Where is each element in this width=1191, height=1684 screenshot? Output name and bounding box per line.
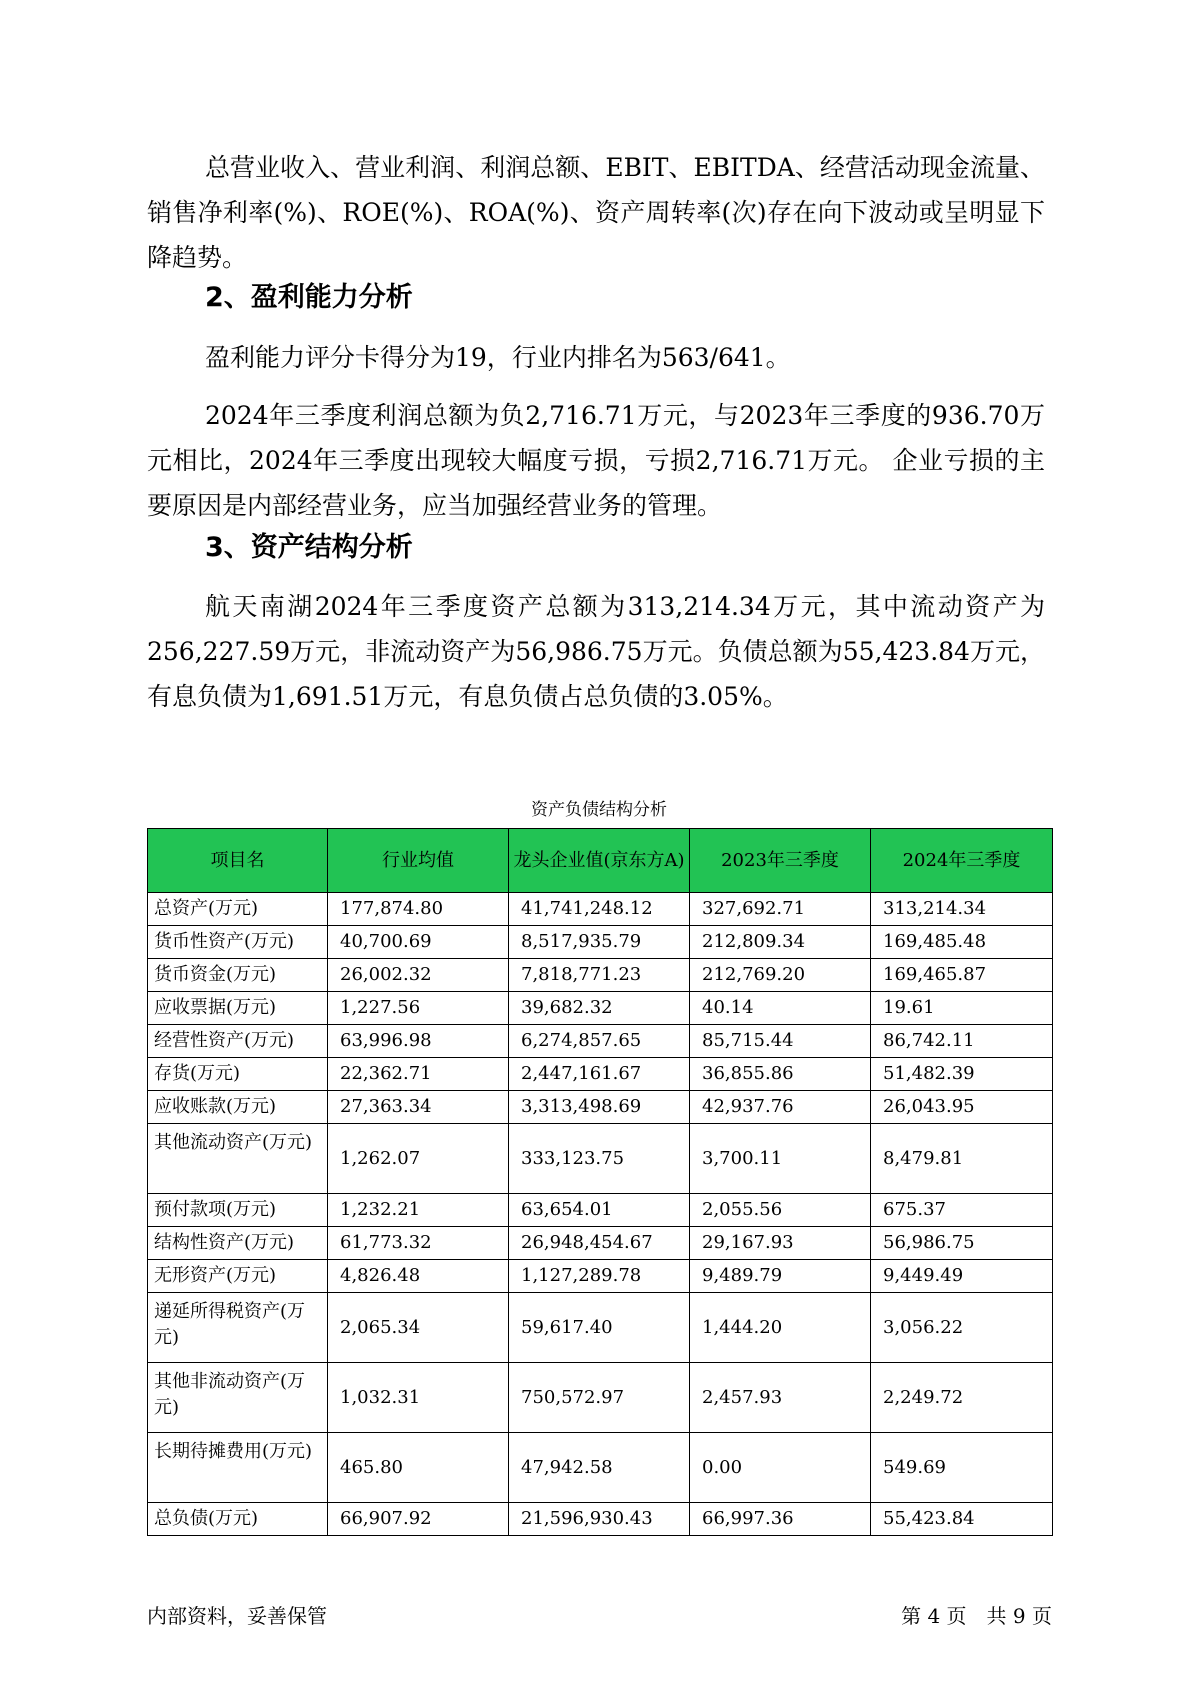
asset-detail-paragraph: 航天南湖2024年三季度资产总额为313,214.34万元，其中流动资产为256,227.59万元，非流动资产为56,986.75万元。负债总额为55,423.84万元，有息负债为1,691.51万元，有息负债占总负债的3.05%。: [147, 592, 1045, 711]
cell-2023q3: 40.14: [690, 992, 871, 1025]
cell-industry-avg: 1,232.21: [328, 1194, 509, 1227]
table-row: [148, 926, 1053, 959]
cell-2023q3: 2,457.93: [690, 1363, 871, 1433]
cell-leader: 1,127,289.78: [509, 1260, 690, 1293]
cell-2024q3: 19.61: [871, 992, 1053, 1025]
asset-structure-heading: 3、资产结构分析: [205, 532, 413, 563]
cell-industry-avg: 4,826.48: [328, 1260, 509, 1293]
table-row: [148, 1025, 1053, 1058]
table-row: [148, 1503, 1053, 1536]
cell-2024q3: 675.37: [871, 1194, 1053, 1227]
cell-2024q3: 51,482.39: [871, 1058, 1053, 1091]
cell-industry-avg: 177,874.80: [328, 893, 509, 926]
row-label: 总负债(万元): [148, 1503, 328, 1536]
cell-2024q3: 56,986.75: [871, 1227, 1053, 1260]
cell-industry-avg: 61,773.32: [328, 1227, 509, 1260]
cell-industry-avg: 27,363.34: [328, 1091, 509, 1124]
row-label: 货币资金(万元): [148, 959, 328, 992]
cell-2024q3: 86,742.11: [871, 1025, 1053, 1058]
cell-2024q3: 169,485.48: [871, 926, 1053, 959]
cell-leader: 2,447,161.67: [509, 1058, 690, 1091]
table-row: [148, 893, 1053, 926]
cell-leader: 8,517,935.79: [509, 926, 690, 959]
table-header-row: [148, 829, 1053, 893]
row-label: 应收票据(万元): [148, 992, 328, 1025]
row-label: 总资产(万元): [148, 893, 328, 926]
cell-2024q3: 9,449.49: [871, 1260, 1053, 1293]
cell-industry-avg: 1,227.56: [328, 992, 509, 1025]
cell-leader: 3,313,498.69: [509, 1091, 690, 1124]
row-label: 结构性资产(万元): [148, 1227, 328, 1260]
cell-leader: 333,123.75: [509, 1124, 690, 1194]
cell-2023q3: 29,167.93: [690, 1227, 871, 1260]
cell-industry-avg: 1,262.07: [328, 1124, 509, 1194]
row-label: 其他流动资产(万元): [148, 1124, 328, 1194]
cell-leader: 750,572.97: [509, 1363, 690, 1433]
table-row: [148, 1260, 1053, 1293]
table-row: [148, 1091, 1053, 1124]
cell-leader: 26,948,454.67: [509, 1227, 690, 1260]
table-row: [148, 992, 1053, 1025]
cell-2024q3: 55,423.84: [871, 1503, 1053, 1536]
profit-detail-paragraph: 2024年三季度利润总额为负2,716.71万元，与2023年三季度的936.70万元相比，2024年三季度出现较大幅度亏损，亏损2,716.71万元。 企业亏损的主要原因是内部经营业务，应当加强经营业务的管理。: [147, 401, 1045, 520]
cell-industry-avg: 465.80: [328, 1433, 509, 1503]
cell-2024q3: 549.69: [871, 1433, 1053, 1503]
cell-industry-avg: 63,996.98: [328, 1025, 509, 1058]
cell-2023q3: 1,444.20: [690, 1293, 871, 1363]
row-label: 无形资产(万元): [148, 1260, 328, 1293]
cell-2023q3: 0.00: [690, 1433, 871, 1503]
cell-leader: 41,741,248.12: [509, 893, 690, 926]
cell-leader: 7,818,771.23: [509, 959, 690, 992]
cell-leader: 47,942.58: [509, 1433, 690, 1503]
cell-industry-avg: 66,907.92: [328, 1503, 509, 1536]
cell-2024q3: 26,043.95: [871, 1091, 1053, 1124]
cell-2023q3: 327,692.71: [690, 893, 871, 926]
row-label: 存货(万元): [148, 1058, 328, 1091]
table-row: [148, 1058, 1053, 1091]
cell-2023q3: 212,809.34: [690, 926, 871, 959]
cell-2023q3: 9,489.79: [690, 1260, 871, 1293]
profit-analysis-heading: 2、盈利能力分析: [205, 282, 413, 313]
cell-leader: 21,596,930.43: [509, 1503, 690, 1536]
balance-structure-table: [147, 828, 1053, 1536]
row-label: 预付款项(万元): [148, 1194, 328, 1227]
cell-2023q3: 42,937.76: [690, 1091, 871, 1124]
table-row: [148, 959, 1053, 992]
table-row: [148, 1433, 1053, 1503]
cell-industry-avg: 2,065.34: [328, 1293, 509, 1363]
cell-2024q3: 8,479.81: [871, 1124, 1053, 1194]
row-label: 货币性资产(万元): [148, 926, 328, 959]
cell-industry-avg: 22,362.71: [328, 1058, 509, 1091]
cell-2023q3: 85,715.44: [690, 1025, 871, 1058]
cell-industry-avg: 40,700.69: [328, 926, 509, 959]
profit-score-paragraph: 盈利能力评分卡得分为19，行业内排名为563/641。: [205, 343, 791, 372]
table-title: 资产负债结构分析: [531, 800, 667, 820]
row-label: 递延所得税资产(万元): [148, 1293, 328, 1363]
cell-2024q3: 169,465.87: [871, 959, 1053, 992]
row-label: 应收账款(万元): [148, 1091, 328, 1124]
table-row: [148, 1363, 1053, 1433]
table-row: [148, 1227, 1053, 1260]
cell-leader: 39,682.32: [509, 992, 690, 1025]
cell-industry-avg: 26,002.32: [328, 959, 509, 992]
row-label: 长期待摊费用(万元): [148, 1433, 328, 1503]
footer-confidential-note: 内部资料，妥善保管: [147, 1604, 327, 1628]
cell-2024q3: 2,249.72: [871, 1363, 1053, 1433]
cell-2024q3: 3,056.22: [871, 1293, 1053, 1363]
row-label: 经营性资产(万元): [148, 1025, 328, 1058]
cell-2024q3: 313,214.34: [871, 893, 1053, 926]
column-header-2023q3: 2023年三季度: [690, 829, 871, 893]
cell-leader: 6,274,857.65: [509, 1025, 690, 1058]
footer-page-number: 第 4 页 共 9 页: [901, 1604, 1052, 1628]
row-label: 其他非流动资产(万元): [148, 1363, 328, 1433]
column-header-item: 项目名: [148, 829, 328, 893]
cell-leader: 59,617.40: [509, 1293, 690, 1363]
cell-2023q3: 2,055.56: [690, 1194, 871, 1227]
table-row: [148, 1124, 1053, 1194]
cell-leader: 63,654.01: [509, 1194, 690, 1227]
cell-2023q3: 3,700.11: [690, 1124, 871, 1194]
cell-2023q3: 212,769.20: [690, 959, 871, 992]
column-header-2024q3: 2024年三季度: [871, 829, 1053, 893]
column-header-industry-avg: 行业均值: [328, 829, 509, 893]
table-row: [148, 1293, 1053, 1363]
table-row: [148, 1194, 1053, 1227]
intro-paragraph: 总营业收入、营业利润、利润总额、EBIT、EBITDA、经营活动现金流量、销售净利率(%)、ROE(%)、ROA(%)、资产周转率(次)存在向下波动或呈明显下降趋势。: [147, 153, 1045, 272]
cell-industry-avg: 1,032.31: [328, 1363, 509, 1433]
column-header-leader: 龙头企业值(京东方A): [509, 829, 690, 893]
cell-2023q3: 66,997.36: [690, 1503, 871, 1536]
cell-2023q3: 36,855.86: [690, 1058, 871, 1091]
